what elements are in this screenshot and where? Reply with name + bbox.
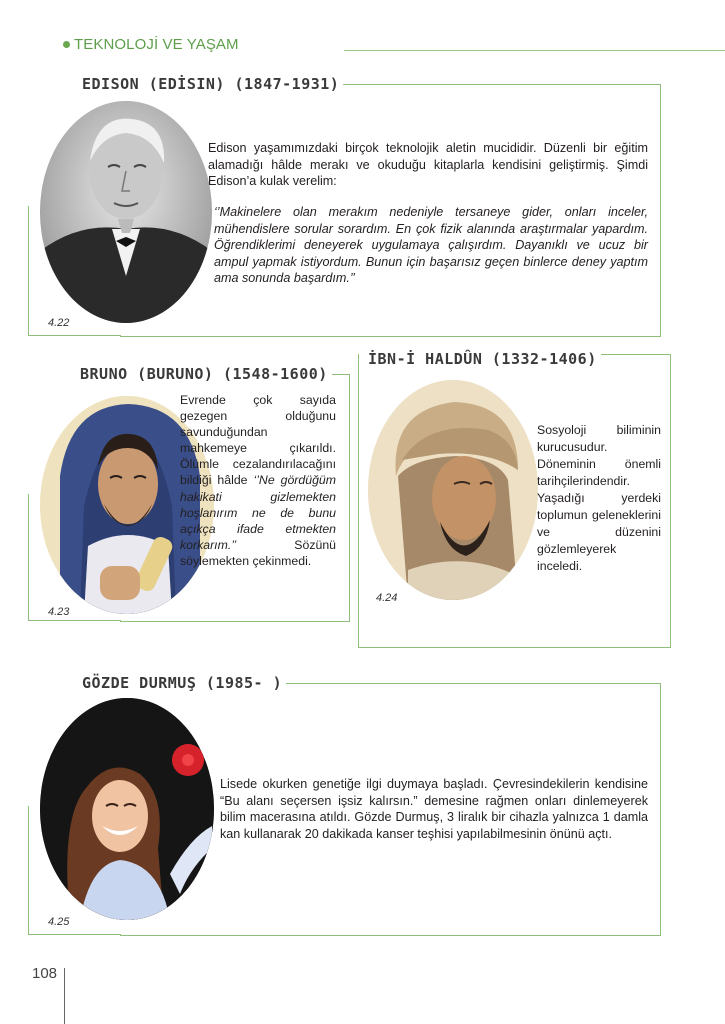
edison-quote: ‘’Makinelere olan merakım nedeniyle tersaneye gider, onları inceler, mühendislere sorular sorardım. En çok fizik alanında araştırmalar yapardım. Öğrendiklerimi deneyerek uygulamaya çalışırdım. Dayanıklı ve ucuz bir ampul yapmak istiyordum. Bunun için başarısız geçen binlerce deney yaptım ama sonunda başardım.’’ [214, 205, 648, 285]
gozde-figure-number: 4.25 [48, 916, 70, 928]
page-number-divider [64, 968, 65, 1024]
edison-intro: Edison yaşamımızdaki birçok teknolojik aletin mucididir. Düzenli bir eğitim alamadığı hâlde merakı ve okuduğu kitaplarla kendisini geliştirmiş. Şimdi Edison’a kulak verelim: [208, 141, 648, 188]
ibn-figure-number: 4.24 [376, 592, 398, 604]
ibn-portrait-image [368, 380, 538, 600]
header-rule [344, 50, 725, 51]
edison-title: EDISON (EDİSIN) (1847-1931) [78, 75, 343, 93]
unit-header: TEKNOLOJİ VE YAŞAM [74, 36, 239, 53]
bruno-quote: ‘’Ne gördüğüm hakikati gizlemekten hoşlanırım ne de bunu açıkça ifade etmekten korkarım.’’ [180, 473, 336, 552]
edison-frame-bottom [28, 335, 121, 336]
ibn-title: İBN-İ HALDÛN (1332-1406) [364, 350, 601, 368]
bruno-text-before: Evrende çok sayıda gezegen olduğunu savunduğundan mahkemeye çıkarıldı. Ölümle cezalandırılacağını bildiği hâlde [180, 393, 336, 488]
page-number: 108 [32, 965, 58, 982]
gozde-text: Lisede okurken genetiğe ilgi duymaya başladı. Çevresindekilerin kendisine “Bu alanı seçersen işsiz kalırsın.” demesine rağmen onları dinlemeyerek bilim macerasına atıldı. Gözde Durmuş, 3 liralık bir cihazla yalnızca 1 damla kan kullanarak 20 dakikada kanser teşhisi yapılabilmesinin önünü açtı. [220, 777, 648, 841]
edison-portrait [40, 101, 212, 323]
bruno-text-after: Sözünü söylemekten çekinmedi. [180, 537, 336, 568]
ibn-text: Sosyoloji biliminin kurucusudur. Döneminin önemli tarihçilerindendir. Yaşadığı yerdeki toplumun geleneklerini ve düzenini gözlemleyerek inceledi. [537, 423, 661, 573]
edison-portrait-image [40, 101, 212, 323]
gozde-frame-bottom [28, 934, 121, 935]
ibn-frame-top [600, 354, 670, 355]
ibn-portrait [368, 380, 538, 600]
gozde-title: GÖZDE DURMUŞ (1985- ) [78, 674, 286, 692]
gozde-portrait-image [40, 698, 214, 920]
gozde-frame-left [28, 806, 29, 935]
bruno-frame-left [28, 494, 29, 621]
header-bullet-icon [63, 41, 70, 48]
edison-figure-number: 4.22 [48, 317, 70, 329]
bruno-frame-bottom [28, 620, 121, 621]
gozde-portrait [40, 698, 214, 920]
bruno-text [180, 392, 336, 569]
edison-frame-left [28, 206, 29, 336]
bruno-title: BRUNO (BURUNO) (1548-1600) [76, 365, 332, 383]
bruno-figure-number: 4.23 [48, 606, 70, 618]
